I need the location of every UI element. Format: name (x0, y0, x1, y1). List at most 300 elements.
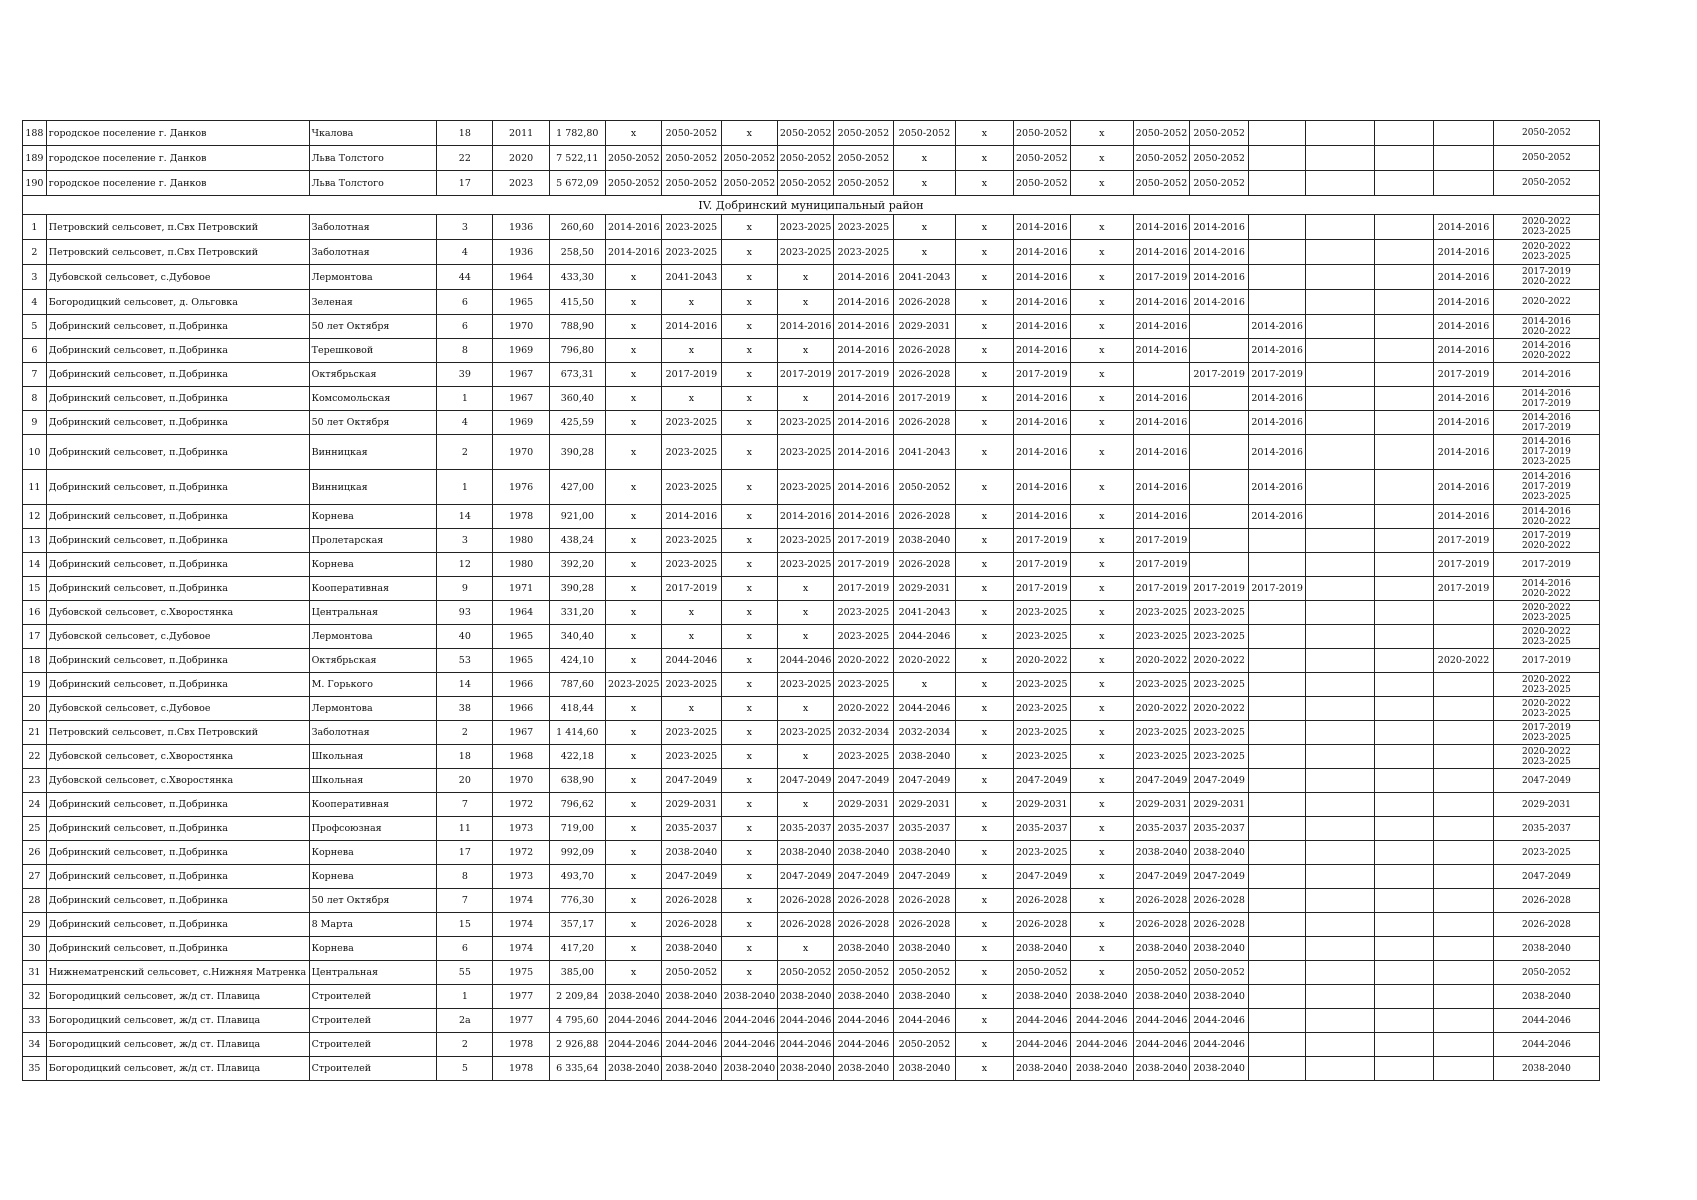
cell-settlement: Добринский сельсовет, п.Добринка (46, 889, 309, 913)
cell-c16: 2014-2016 2017-2019 (1493, 411, 1599, 435)
cell-c15: 2017-2019 (1434, 553, 1493, 577)
cell-c15 (1434, 769, 1493, 793)
cell-c14 (1374, 1033, 1433, 1057)
table-row (23, 411, 1600, 435)
cell-c9: x (1070, 529, 1133, 553)
cell-row-number: 34 (23, 1033, 47, 1057)
cell-c8: 2014-2016 (1013, 387, 1070, 411)
cell-c7: x (956, 290, 1013, 315)
cell-c7: x (956, 146, 1013, 171)
cell-area: 787,60 (549, 673, 605, 697)
cell-year-built: 1978 (493, 505, 549, 529)
cell-c15 (1434, 625, 1493, 649)
cell-c2: 2050-2052 (662, 961, 721, 985)
cell-c8: 2023-2025 (1013, 625, 1070, 649)
cell-c10: 2014-2016 (1133, 290, 1189, 315)
cell-c9: x (1070, 625, 1133, 649)
cell-settlement: Добринский сельсовет, п.Добринка (46, 315, 309, 339)
cell-c7: x (956, 673, 1013, 697)
cell-c16: 2020-2022 2023-2025 (1493, 215, 1599, 240)
cell-c13 (1305, 817, 1374, 841)
cell-c16: 2014-2016 2020-2022 (1493, 339, 1599, 363)
cell-c12 (1249, 171, 1305, 196)
table-row (23, 601, 1600, 625)
cell-c14 (1374, 769, 1433, 793)
cell-settlement: Петровский сельсовет, п.Свх Петровский (46, 240, 309, 265)
cell-c3: x (721, 553, 777, 577)
cell-c13 (1305, 961, 1374, 985)
cell-c4: x (777, 745, 833, 769)
cell-c6: 2050-2052 (893, 470, 956, 505)
cell-c10: 2023-2025 (1133, 601, 1189, 625)
cell-c2: 2047-2049 (662, 865, 721, 889)
cell-c5: 2035-2037 (834, 817, 893, 841)
cell-c11: 2047-2049 (1189, 769, 1248, 793)
cell-c4: 2047-2049 (777, 769, 833, 793)
cell-c15 (1434, 697, 1493, 721)
cell-area: 2 209,84 (549, 985, 605, 1009)
cell-year-built: 1976 (493, 470, 549, 505)
cell-row-number: 9 (23, 411, 47, 435)
cell-row-number: 14 (23, 553, 47, 577)
cell-c6: x (893, 240, 956, 265)
table-row (23, 215, 1600, 240)
cell-year-built: 1974 (493, 913, 549, 937)
cell-street: Октябрьская (309, 363, 437, 387)
cell-row-number: 189 (23, 146, 47, 171)
cell-c9: 2038-2040 (1070, 985, 1133, 1009)
cell-c9: x (1070, 470, 1133, 505)
cell-c14 (1374, 470, 1433, 505)
table-row (23, 889, 1600, 913)
cell-c6: 2026-2028 (893, 553, 956, 577)
cell-c15: 2014-2016 (1434, 387, 1493, 411)
cell-c16: 2020-2022 2023-2025 (1493, 697, 1599, 721)
cell-settlement: Добринский сельсовет, п.Добринка (46, 529, 309, 553)
cell-c5: 2014-2016 (834, 387, 893, 411)
cell-c3: x (721, 387, 777, 411)
table-body-dobrinsky (23, 215, 1600, 1081)
cell-c2: 2017-2019 (662, 363, 721, 387)
cell-row-number: 190 (23, 171, 47, 196)
cell-year-built: 1965 (493, 649, 549, 673)
cell-c14 (1374, 601, 1433, 625)
cell-year-built: 2023 (493, 171, 549, 196)
cell-settlement: городское поселение г. Данков (46, 146, 309, 171)
cell-c7: x (956, 793, 1013, 817)
cell-c14 (1374, 553, 1433, 577)
cell-c15: 2014-2016 (1434, 290, 1493, 315)
cell-c9: x (1070, 937, 1133, 961)
cell-c4: x (777, 387, 833, 411)
table-row (23, 697, 1600, 721)
cell-c7: x (956, 817, 1013, 841)
cell-c14 (1374, 290, 1433, 315)
cell-c1: x (605, 745, 661, 769)
cell-house-number: 22 (437, 146, 493, 171)
cell-c9: x (1070, 315, 1133, 339)
cell-street: Строителей (309, 1009, 437, 1033)
cell-year-built: 1971 (493, 577, 549, 601)
cell-row-number: 12 (23, 505, 47, 529)
cell-c3: x (721, 121, 777, 146)
cell-c7: x (956, 339, 1013, 363)
cell-c1: x (605, 817, 661, 841)
cell-c7: x (956, 1057, 1013, 1081)
cell-year-built: 1972 (493, 841, 549, 865)
cell-c7: x (956, 601, 1013, 625)
cell-c1: x (605, 793, 661, 817)
cell-c8: 2014-2016 (1013, 215, 1070, 240)
table-row (23, 721, 1600, 745)
cell-c12 (1249, 649, 1305, 673)
cell-c7: x (956, 889, 1013, 913)
cell-c1: x (605, 961, 661, 985)
cell-c14 (1374, 625, 1433, 649)
cell-c4: 2023-2025 (777, 240, 833, 265)
cell-c10: 2017-2019 (1133, 529, 1189, 553)
cell-row-number: 22 (23, 745, 47, 769)
cell-c7: x (956, 470, 1013, 505)
cell-c5: 2014-2016 (834, 315, 893, 339)
cell-c11: 2035-2037 (1189, 817, 1248, 841)
cell-c11: 2038-2040 (1189, 841, 1248, 865)
cell-row-number: 11 (23, 470, 47, 505)
cell-area: 5 672,09 (549, 171, 605, 196)
cell-c3: 2038-2040 (721, 1057, 777, 1081)
cell-year-built: 1964 (493, 265, 549, 290)
cell-c10: 2029-2031 (1133, 793, 1189, 817)
cell-row-number: 26 (23, 841, 47, 865)
cell-c3: x (721, 745, 777, 769)
cell-row-number: 19 (23, 673, 47, 697)
cell-year-built: 1965 (493, 625, 549, 649)
cell-area: 1 782,80 (549, 121, 605, 146)
cell-c8: 2017-2019 (1013, 553, 1070, 577)
section-row (23, 196, 1600, 215)
cell-c2: 2041-2043 (662, 265, 721, 290)
cell-c10: 2050-2052 (1133, 121, 1189, 146)
cell-street: Кооперативная (309, 577, 437, 601)
cell-c9: x (1070, 146, 1133, 171)
cell-c6: x (893, 215, 956, 240)
cell-year-built: 1936 (493, 240, 549, 265)
cell-c1: x (605, 435, 661, 470)
cell-c11: 2038-2040 (1189, 1057, 1248, 1081)
cell-row-number: 25 (23, 817, 47, 841)
cell-c10: 2014-2016 (1133, 240, 1189, 265)
cell-c6: 2026-2028 (893, 411, 956, 435)
cell-c3: x (721, 865, 777, 889)
cell-c1: x (605, 625, 661, 649)
cell-street: Льва Толстого (309, 146, 437, 171)
cell-c2: 2023-2025 (662, 240, 721, 265)
cell-c4: x (777, 339, 833, 363)
cell-c16: 2014-2016 (1493, 363, 1599, 387)
cell-c6: 2029-2031 (893, 793, 956, 817)
cell-c6: 2026-2028 (893, 505, 956, 529)
cell-c11: 2029-2031 (1189, 793, 1248, 817)
cell-year-built: 1973 (493, 865, 549, 889)
cell-c13 (1305, 470, 1374, 505)
cell-c14 (1374, 649, 1433, 673)
cell-c1: x (605, 529, 661, 553)
cell-settlement: Богородицкий сельсовет, ж/д ст. Плавица (46, 985, 309, 1009)
cell-c4: 2023-2025 (777, 673, 833, 697)
cell-c11: 2050-2052 (1189, 171, 1248, 196)
cell-c7: x (956, 553, 1013, 577)
cell-c6: x (893, 146, 956, 171)
cell-c2: x (662, 290, 721, 315)
cell-house-number: 7 (437, 793, 493, 817)
cell-house-number: 9 (437, 577, 493, 601)
cell-c16: 2044-2046 (1493, 1033, 1599, 1057)
cell-c10: 2050-2052 (1133, 961, 1189, 985)
cell-street: Лермонтова (309, 625, 437, 649)
cell-c9: x (1070, 121, 1133, 146)
cell-c3: 2050-2052 (721, 171, 777, 196)
cell-c15 (1434, 817, 1493, 841)
cell-c8: 2026-2028 (1013, 889, 1070, 913)
cell-c12 (1249, 745, 1305, 769)
cell-c16: 2017-2019 2020-2022 (1493, 265, 1599, 290)
cell-c12: 2014-2016 (1249, 435, 1305, 470)
cell-c14 (1374, 745, 1433, 769)
cell-c5: 2017-2019 (834, 363, 893, 387)
cell-c3: x (721, 265, 777, 290)
cell-c11: 2026-2028 (1189, 889, 1248, 913)
cell-c14 (1374, 865, 1433, 889)
cell-c4: 2050-2052 (777, 121, 833, 146)
cell-row-number: 6 (23, 339, 47, 363)
cell-c1: 2014-2016 (605, 240, 661, 265)
cell-area: 438,24 (549, 529, 605, 553)
cell-c13 (1305, 889, 1374, 913)
cell-c13 (1305, 721, 1374, 745)
cell-area: 258,50 (549, 240, 605, 265)
cell-c1: x (605, 553, 661, 577)
cell-c7: x (956, 937, 1013, 961)
cell-c12 (1249, 793, 1305, 817)
cell-c14 (1374, 985, 1433, 1009)
cell-settlement: Добринский сельсовет, п.Добринка (46, 505, 309, 529)
cell-c1: x (605, 265, 661, 290)
table-row (23, 985, 1600, 1009)
cell-c13 (1305, 649, 1374, 673)
cell-row-number: 16 (23, 601, 47, 625)
cell-c3: x (721, 721, 777, 745)
cell-row-number: 4 (23, 290, 47, 315)
cell-house-number: 5 (437, 1057, 493, 1081)
cell-settlement: Дубовской сельсовет, с.Хворостянка (46, 769, 309, 793)
cell-c13 (1305, 1009, 1374, 1033)
cell-c1: x (605, 387, 661, 411)
table-row (23, 961, 1600, 985)
cell-settlement: Нижнематренский сельсовет, с.Нижняя Матренка (46, 961, 309, 985)
cell-c12 (1249, 146, 1305, 171)
cell-c10: 2023-2025 (1133, 673, 1189, 697)
cell-c5: 2014-2016 (834, 505, 893, 529)
cell-c15 (1434, 1033, 1493, 1057)
cell-c5: 2023-2025 (834, 601, 893, 625)
cell-settlement: Добринский сельсовет, п.Добринка (46, 913, 309, 937)
cell-house-number: 6 (437, 290, 493, 315)
cell-c16: 2026-2028 (1493, 889, 1599, 913)
cell-c8: 2014-2016 (1013, 411, 1070, 435)
cell-c16: 2035-2037 (1493, 817, 1599, 841)
cell-c5: 2017-2019 (834, 577, 893, 601)
cell-c13 (1305, 673, 1374, 697)
cell-c10: 2020-2022 (1133, 649, 1189, 673)
cell-c14 (1374, 339, 1433, 363)
cell-street: Строителей (309, 985, 437, 1009)
cell-c15 (1434, 721, 1493, 745)
cell-c11: 2044-2046 (1189, 1009, 1248, 1033)
cell-c8: 2014-2016 (1013, 315, 1070, 339)
cell-house-number: 14 (437, 673, 493, 697)
cell-c6: 2032-2034 (893, 721, 956, 745)
cell-row-number: 23 (23, 769, 47, 793)
cell-c4: 2050-2052 (777, 146, 833, 171)
cell-c1: x (605, 290, 661, 315)
cell-settlement: Дубовской сельсовет, с.Хворостянка (46, 601, 309, 625)
cell-house-number: 4 (437, 240, 493, 265)
cell-c7: x (956, 171, 1013, 196)
cell-settlement: Петровский сельсовет, п.Свх Петровский (46, 721, 309, 745)
cell-c4: 2038-2040 (777, 841, 833, 865)
cell-year-built: 1974 (493, 937, 549, 961)
cell-c8: 2014-2016 (1013, 470, 1070, 505)
cell-c2: 2014-2016 (662, 505, 721, 529)
cell-c11: 2023-2025 (1189, 745, 1248, 769)
cell-row-number: 27 (23, 865, 47, 889)
cell-c5: 2017-2019 (834, 529, 893, 553)
cell-c16: 2020-2022 2023-2025 (1493, 625, 1599, 649)
cell-settlement: Богородицкий сельсовет, ж/д ст. Плавица (46, 1033, 309, 1057)
cell-c2: 2023-2025 (662, 673, 721, 697)
cell-c7: x (956, 721, 1013, 745)
cell-c2: 2029-2031 (662, 793, 721, 817)
table-row (23, 673, 1600, 697)
cell-area: 331,20 (549, 601, 605, 625)
cell-settlement: Богородицкий сельсовет, ж/д ст. Плавица (46, 1009, 309, 1033)
cell-row-number: 24 (23, 793, 47, 817)
table-row (23, 1033, 1600, 1057)
cell-settlement: Добринский сельсовет, п.Добринка (46, 817, 309, 841)
cell-c3: x (721, 470, 777, 505)
cell-c14 (1374, 435, 1433, 470)
cell-c16: 2050-2052 (1493, 171, 1599, 196)
cell-c12 (1249, 961, 1305, 985)
cell-c16: 2029-2031 (1493, 793, 1599, 817)
cell-year-built: 1978 (493, 1057, 549, 1081)
cell-c11: 2017-2019 (1189, 363, 1248, 387)
table-row (23, 240, 1600, 265)
cell-house-number: 4 (437, 411, 493, 435)
cell-area: 788,90 (549, 315, 605, 339)
cell-street: Октябрьская (309, 649, 437, 673)
cell-year-built: 1964 (493, 601, 549, 625)
cell-c3: x (721, 290, 777, 315)
cell-house-number: 1 (437, 387, 493, 411)
cell-c1: x (605, 841, 661, 865)
cell-c15 (1434, 146, 1493, 171)
cell-c16: 2026-2028 (1493, 913, 1599, 937)
cell-c4: 2047-2049 (777, 865, 833, 889)
cell-house-number: 1 (437, 985, 493, 1009)
cell-street: Лермонтова (309, 265, 437, 290)
cell-c8: 2044-2046 (1013, 1033, 1070, 1057)
cell-c6: 2044-2046 (893, 1009, 956, 1033)
cell-c4: x (777, 697, 833, 721)
cell-settlement: Дубовской сельсовет, с.Дубовое (46, 625, 309, 649)
cell-year-built: 1974 (493, 889, 549, 913)
cell-year-built: 2020 (493, 146, 549, 171)
cell-c1: 2044-2046 (605, 1033, 661, 1057)
cell-c10: 2044-2046 (1133, 1009, 1189, 1033)
cell-street: 50 лет Октября (309, 315, 437, 339)
cell-c7: x (956, 363, 1013, 387)
cell-c5: 2032-2034 (834, 721, 893, 745)
cell-c4: x (777, 625, 833, 649)
cell-settlement: Добринский сельсовет, п.Добринка (46, 865, 309, 889)
cell-settlement: Богородицкий сельсовет, ж/д ст. Плавица (46, 1057, 309, 1081)
cell-c4: 2023-2025 (777, 529, 833, 553)
cell-c9: x (1070, 339, 1133, 363)
cell-c7: x (956, 435, 1013, 470)
cell-c9: x (1070, 577, 1133, 601)
cell-street: Терешковой (309, 339, 437, 363)
cell-c12 (1249, 913, 1305, 937)
cell-street: Заболотная (309, 215, 437, 240)
cell-c8: 2050-2052 (1013, 146, 1070, 171)
cell-c6: 2029-2031 (893, 315, 956, 339)
cell-c10: 2014-2016 (1133, 339, 1189, 363)
cell-area: 796,80 (549, 339, 605, 363)
cell-c12 (1249, 601, 1305, 625)
cell-c12 (1249, 121, 1305, 146)
cell-row-number: 18 (23, 649, 47, 673)
cell-c2: 2044-2046 (662, 1009, 721, 1033)
cell-c16: 2020-2022 2023-2025 (1493, 673, 1599, 697)
cell-c2: 2026-2028 (662, 913, 721, 937)
cell-c1: 2044-2046 (605, 1009, 661, 1033)
cell-c5: 2026-2028 (834, 889, 893, 913)
cell-area: 719,00 (549, 817, 605, 841)
table-row (23, 470, 1600, 505)
cell-c13 (1305, 339, 1374, 363)
cell-c10: 2014-2016 (1133, 315, 1189, 339)
cell-area: 415,50 (549, 290, 605, 315)
cell-c15 (1434, 171, 1493, 196)
cell-c12 (1249, 817, 1305, 841)
table-row (23, 339, 1600, 363)
cell-area: 776,30 (549, 889, 605, 913)
cell-c3: x (721, 913, 777, 937)
cell-c1: x (605, 697, 661, 721)
cell-c12: 2017-2019 (1249, 363, 1305, 387)
cell-c11: 2050-2052 (1189, 146, 1248, 171)
cell-c13 (1305, 913, 1374, 937)
cell-c3: x (721, 817, 777, 841)
cell-c12 (1249, 985, 1305, 1009)
cell-c9: x (1070, 411, 1133, 435)
cell-c3: x (721, 793, 777, 817)
cell-c16: 2050-2052 (1493, 146, 1599, 171)
cell-row-number: 33 (23, 1009, 47, 1033)
cell-c4: 2035-2037 (777, 817, 833, 841)
cell-c9: x (1070, 265, 1133, 290)
